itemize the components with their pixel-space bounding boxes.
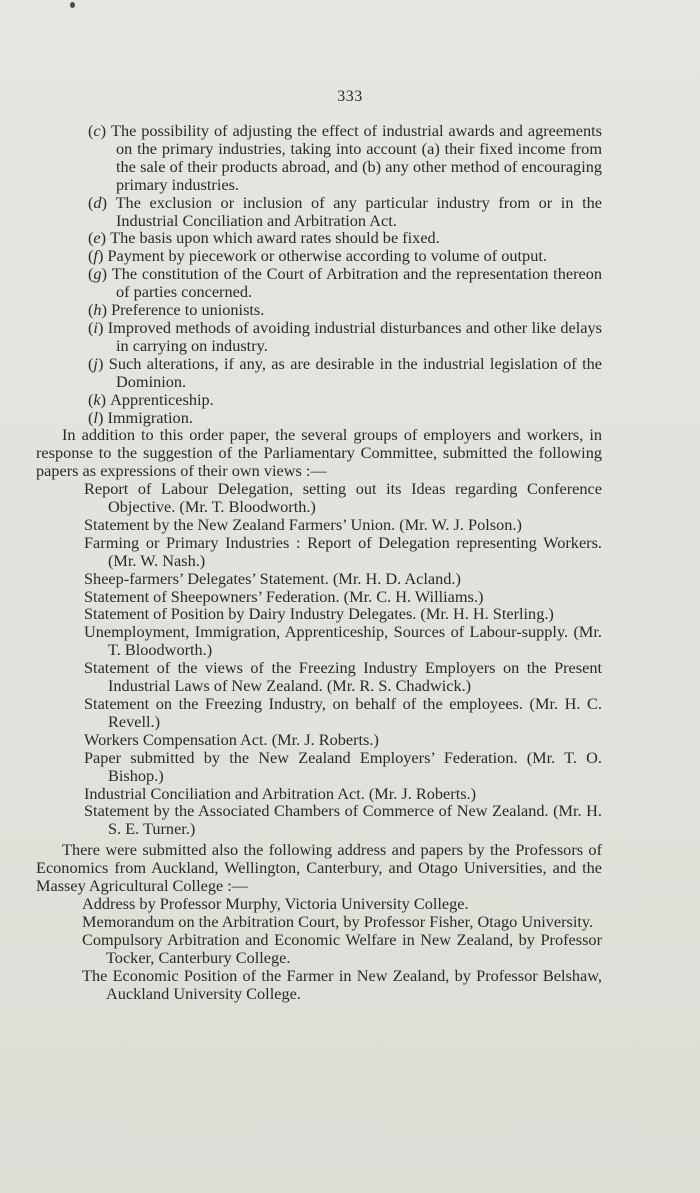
item-label: (h) bbox=[88, 300, 107, 320]
item-text: Preference to unionists. bbox=[111, 300, 265, 320]
submitted-paper: Industrial Conciliation and Arbitration Act. (Mr. J. Roberts.) bbox=[84, 783, 477, 803]
item-label: (f) bbox=[88, 246, 104, 266]
submitted-paper: Statement on the Freezing Industry, on behalf of the employees. (Mr. H. C. Revell.) bbox=[84, 694, 602, 731]
item-text: Apprenticeship. bbox=[110, 389, 214, 409]
order-paper-item bbox=[36, 265, 602, 301]
professor-papers-list bbox=[36, 895, 602, 1002]
item-text: Such alterations, if any, as are desirable in the industrial legislation of the Dominion. bbox=[108, 353, 602, 391]
professor-paper: Memorandum on the Arbitration Court, by Professor Fisher, Otago University. bbox=[82, 911, 594, 931]
item-text: The exclusion or inclusion of any particular industry from or in the Industrial Conciliation and Arbitration Act. bbox=[115, 192, 602, 230]
submitted-paper: Statement by the New Zealand Farmers’ Union. (Mr. W. J. Polson.) bbox=[84, 514, 522, 534]
order-paper-item bbox=[36, 247, 602, 265]
order-paper-item bbox=[36, 391, 602, 409]
item-label: (g) bbox=[88, 264, 107, 284]
item-label: (j) bbox=[88, 353, 104, 373]
ink-speck bbox=[70, 2, 75, 8]
submitted-paper: Farming or Primary Industries : Report of Delegation representing Workers. (Mr. W. Nash.) bbox=[84, 532, 602, 570]
item-label: (i) bbox=[88, 317, 104, 337]
professor-paper: Address by Professor Murphy, Victoria University College. bbox=[82, 893, 469, 913]
submitted-paper: Statement of Position by Dairy Industry Delegates. (Mr. H. H. Sterling.) bbox=[84, 604, 554, 624]
paragraph-employers-workers: In addition to this order paper, the several groups of employers and workers, in response to the suggestion of the Parliamentary Committee, submitted the following papers as expressions of their own views :— bbox=[36, 425, 602, 481]
professor-paper: The Economic Position of the Farmer in New Zealand, by Professor Belshaw, Auckland University College. bbox=[82, 965, 602, 1003]
submitted-paper: Statement by the Associated Chambers of Commerce of New Zealand. (Mr. H. S. E. Turner.) bbox=[84, 801, 602, 839]
item-label: (l) bbox=[88, 407, 104, 427]
submitted-papers-list bbox=[36, 480, 602, 838]
submitted-paper: Statement of the views of the Freezing Industry Employers on the Present Industrial Laws of New Zealand. (Mr. R. S. Chadwick.) bbox=[84, 658, 602, 696]
order-paper-item bbox=[36, 301, 602, 319]
item-label: (k) bbox=[88, 389, 107, 409]
item-text: The basis upon which award rates should be fixed. bbox=[110, 228, 440, 248]
item-text: The constitution of the Court of Arbitration and the representation thereon of parties concerned. bbox=[111, 264, 602, 302]
order-paper-item bbox=[36, 409, 602, 427]
order-paper-items bbox=[36, 122, 602, 426]
order-paper-item bbox=[36, 122, 602, 194]
submitted-paper: Workers Compensation Act. (Mr. J. Roberts.) bbox=[84, 729, 379, 749]
item-text: The possibility of adjusting the effect of industrial awards and agreements on the primary industries, taking into account (a) their fixed income from the sale of their products abroad, and (b) any other method of encouraging primary industries. bbox=[111, 121, 602, 194]
submitted-paper: Report of Labour Delegation, setting out its Ideas regarding Conference Objective. (Mr. T. Bloodworth.) bbox=[84, 479, 602, 517]
item-label: (c) bbox=[88, 121, 107, 140]
item-text: Payment by piecework or otherwise according to volume of output. bbox=[107, 246, 547, 266]
paragraph-professors: There were submitted also the following address and papers by the Professors of Economics from Auckland, Wellington, Canterbury, and Otago Universities, and the Massey Agricultural College :— bbox=[36, 840, 602, 896]
order-paper-item bbox=[36, 229, 602, 247]
order-paper-item bbox=[36, 194, 602, 230]
item-label: (d) bbox=[88, 192, 107, 212]
item-label: (e) bbox=[88, 228, 107, 248]
submitted-paper: Sheep-farmers’ Delegates’ Statement. (Mr. H. D. Acland.) bbox=[84, 568, 461, 588]
professor-paper: Compulsory Arbitration and Economic Welfare in New Zealand, by Professor Tocker, Canterbury College. bbox=[82, 929, 602, 967]
order-paper-item bbox=[36, 319, 602, 355]
submitted-paper: Unemployment, Immigration, Apprenticeship, Sources of Labour-supply. (Mr. T. Bloodworth.) bbox=[84, 622, 602, 660]
submitted-paper: Statement of Sheepowners’ Federation. (Mr. C. H. Williams.) bbox=[84, 586, 484, 606]
order-paper-item bbox=[36, 355, 602, 391]
submitted-paper: Paper submitted by the New Zealand Employers’ Federation. (Mr. T. O. Bishop.) bbox=[84, 747, 602, 785]
item-text: Improved methods of avoiding industrial disturbances and other like delays in carrying on industry. bbox=[107, 317, 602, 355]
item-text: Immigration. bbox=[107, 407, 193, 427]
page-body bbox=[36, 122, 602, 1002]
page-number: 333 bbox=[337, 88, 363, 105]
